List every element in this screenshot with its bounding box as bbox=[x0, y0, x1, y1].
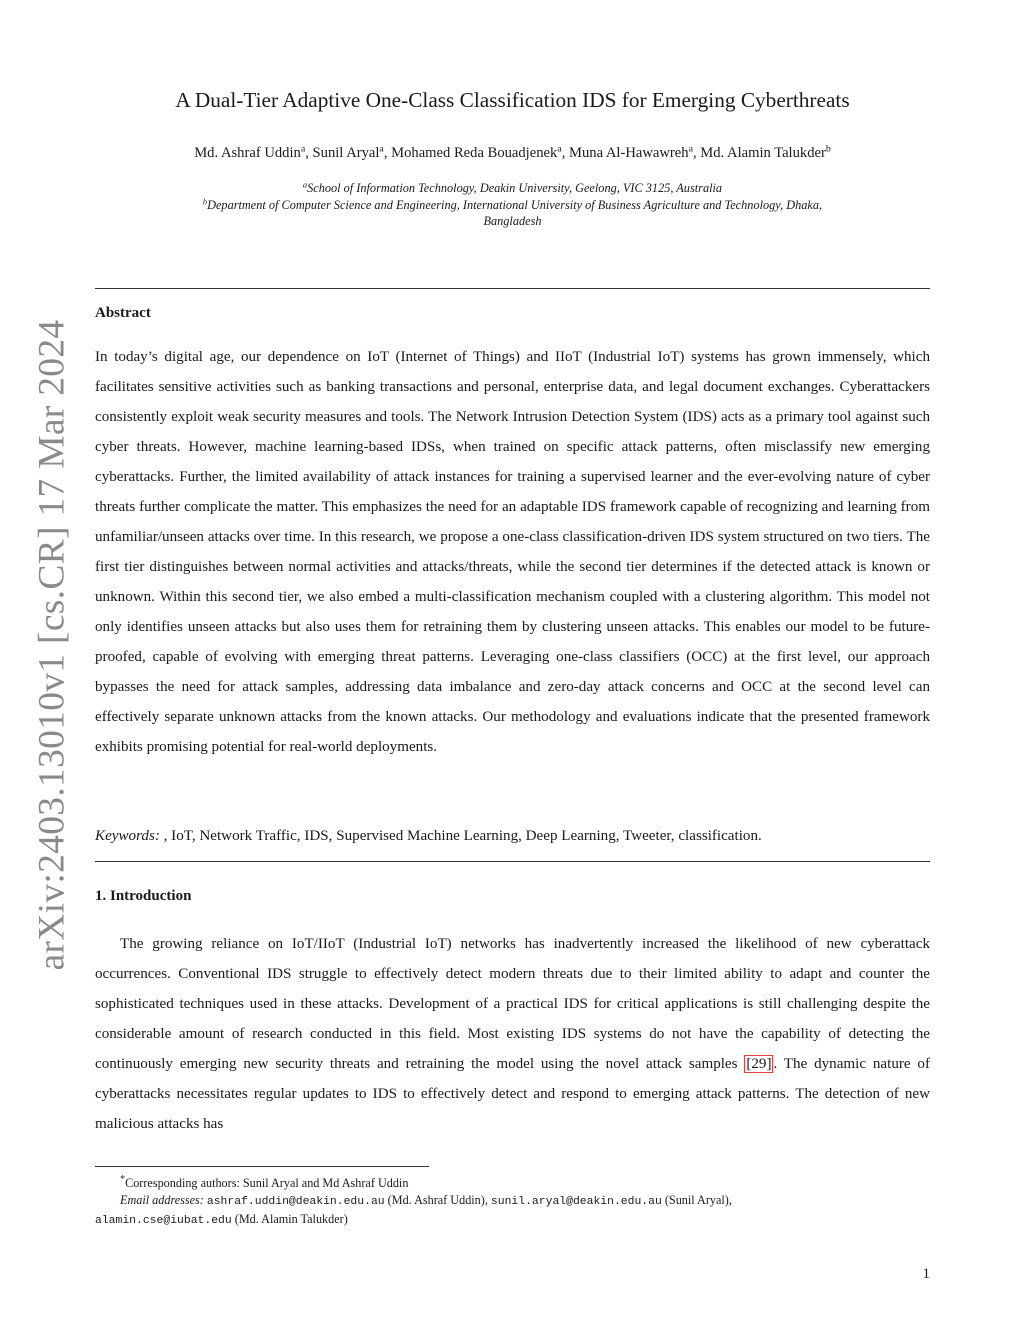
author-affiliation-mark: b bbox=[825, 143, 831, 155]
author-affiliation-mark: a bbox=[300, 143, 306, 155]
author-name: Mohamed Reda Bouadjenek bbox=[391, 145, 558, 161]
keywords-line bbox=[95, 824, 930, 848]
email-address[interactable]: ashraf.uddin@deakin.edu.au bbox=[206, 1196, 385, 1209]
citation-link[interactable]: [29] bbox=[746, 1056, 772, 1072]
abstract-top-rule bbox=[95, 288, 930, 289]
footnote bbox=[95, 1171, 930, 1230]
affiliation-b-continued: Bangladesh bbox=[483, 214, 542, 228]
footnote-emails: Email addresses: ashraf.uddin@deakin.edu.au (Md. Ashraf Uddin), sunil.aryal@deakin.edu.au (Sunil Aryal), bbox=[120, 1193, 732, 1209]
email-address[interactable]: alamin.cse@iubat.edu bbox=[95, 1215, 232, 1228]
footnote-corresponding: *Corresponding authors: Sunil Aryal and Md Ashraf Uddin bbox=[120, 1174, 409, 1191]
page-number: 1 bbox=[922, 1266, 930, 1282]
paper-title: A Dual-Tier Adaptive One-Class Classification IDS for Emerging Cyberthreats bbox=[175, 88, 850, 112]
affiliation-b: $^b$Department of Computer Science and Engineering, International University of Business Agriculture and Technology, Dhaka, bbox=[202, 197, 823, 212]
author-affiliation-mark: a bbox=[379, 143, 384, 155]
introduction-heading: 1. Introduction bbox=[95, 888, 192, 904]
abstract-heading: Abstract bbox=[95, 305, 151, 321]
footnote-rule bbox=[95, 1166, 429, 1167]
author-affiliation-mark: a bbox=[557, 143, 562, 155]
introduction-body: The growing reliance on IoT/IIoT (Industrial IoT) networks has inadvertently increased the likelihood of new cyberattack occurrences. Conventional IDS struggle to effectively detect modern threats due to their limited ability to adapt and counter the sophisticated techniques used in these attacks. Development of a practical IDS for critical applications is still challenging despite the considerable amount of research conducted in this field. Most existing IDS systems do not have the capability of detecting the continuously emerging new security threats and retraining the model using the novel attack samples [29] . The dynamic nature of cyberattacks necessitates regular updates to IDS to effectively detect and respond to emerging attack patterns. The detection of new malicious attacks has bbox=[95, 936, 930, 1132]
abstract-bottom-rule bbox=[95, 861, 930, 862]
email-label: Email addresses: bbox=[120, 1193, 204, 1208]
email-address[interactable]: sunil.aryal@deakin.edu.au bbox=[490, 1196, 662, 1209]
author-name: Sunil Aryal bbox=[312, 145, 380, 161]
arxiv-identifier-stamp: arXiv:2403.13010v1 [cs.CR] 17 Mar 2024 bbox=[31, 319, 73, 971]
keywords-list: , IoT, Network Traffic, IDS, Supervised Machine Learning, Deep Learning, Tweeter, classification. bbox=[163, 828, 762, 844]
footnote-emails-continued: alamin.cse@iubat.edu (Md. Alamin Talukder) bbox=[95, 1212, 348, 1228]
author-list: Md. Ashraf Uddin$^a$, Sunil Aryal$^a$, Mohamed Reda Bouadjenek$^a$, Muna Al-Hawawreh$^a$, Md. Alamin Talukder$^b$ bbox=[194, 143, 831, 161]
affiliation-a: $^a$School of Information Technology, Deakin University, Geelong, VIC 3125, Australia bbox=[302, 180, 723, 195]
author-name: Md. Ashraf Uddin bbox=[194, 145, 301, 161]
abstract-body: In today’s digital age, our dependence on IoT (Internet of Things) and IIoT (Industrial IoT) systems has grown immensely, which facilitates sensitive activities such as banking transactions and personal, enterprise data, and legal document exchanges. Cyberattackers consistently exploit weak security measures and tools. The Network Intrusion Detection System (IDS) acts as a primary tool against such cyber threats. However, machine learning-based IDSs, when trained on specific attack patterns, often misclassify new emerging cyberattacks. Further, the limited availability of attack instances for training a supervised learner and the ever-evolving nature of cyber threats further complicate the matter. This emphasizes the need for an adaptable IDS framework capable of recognizing and learning from unfamiliar/unseen attacks over time. In this research, we propose a one-class classification-driven IDS system structured on two tiers. The first tier distinguishes between normal activities and attacks/threats, while the second tier determines if the detected attack is known or unknown. Within this second tier, we also embed a multi-classification mechanism coupled with a clustering algorithm. This model not only identifies unseen attacks but also uses them for retraining them by clustering unseen attacks. This enables our model to be future-proofed, capable of evolving with emerging threat patterns. Leveraging one-class classifiers (OCC) at the first level, our approach bypasses the need for attack samples, addressing data imbalance and zero-day attack concerns and OCC at the second level can effectively separate unknown attacks from the known attacks. Our methodology and evaluations indicate that the presented framework exhibits promising potential for real-world deployments. bbox=[95, 349, 930, 755]
author-name: Muna Al-Hawawreh bbox=[569, 145, 689, 161]
author-name: Md. Alamin Talukder bbox=[700, 145, 826, 161]
author-affiliation-mark: a bbox=[688, 143, 693, 155]
keywords-label: Keywords: bbox=[95, 828, 160, 844]
